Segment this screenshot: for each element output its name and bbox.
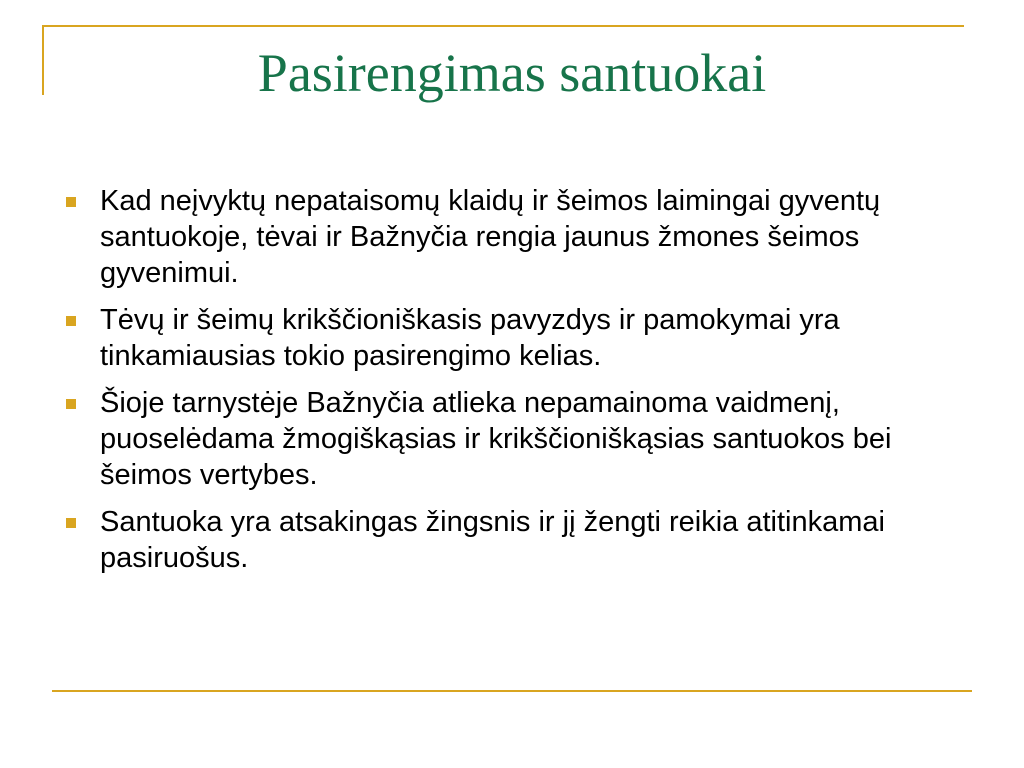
- square-bullet-icon: [66, 316, 76, 326]
- bullet-item: [60, 302, 960, 374]
- frame-top-line: [42, 25, 964, 27]
- square-bullet-icon: [66, 399, 76, 409]
- bullet-text: Šioje tarnystėje Bažnyčia atlieka nepamainoma vaidmenį, puoselėdama žmogiškąsias ir krikščioniškąsias santuokos bei šeimos vertybes.: [100, 387, 892, 491]
- bullet-item: [60, 504, 960, 576]
- bullet-item: [60, 385, 960, 493]
- bullet-text: Tėvų ir šeimų krikščioniškasis pavyzdys ir pamokymai yra tinkamiausias tokio pasirengimo kelias.: [100, 304, 840, 372]
- bullet-item: [60, 183, 960, 291]
- square-bullet-icon: [66, 518, 76, 528]
- bullet-text: Kad neįvyktų nepataisomų klaidų ir šeimos laimingai gyventų santuokoje, tėvai ir Bažnyčia rengia jaunus žmones šeimos gyvenimui.: [100, 185, 881, 289]
- frame-bottom-line: [52, 690, 972, 692]
- slide-title: Pasirengimas santuokai: [257, 43, 767, 103]
- bullet-list: [60, 183, 960, 587]
- square-bullet-icon: [66, 197, 76, 207]
- bullet-text: Santuoka yra atsakingas žingsnis ir jį žengti reikia atitinkamai pasiruošus.: [100, 506, 885, 574]
